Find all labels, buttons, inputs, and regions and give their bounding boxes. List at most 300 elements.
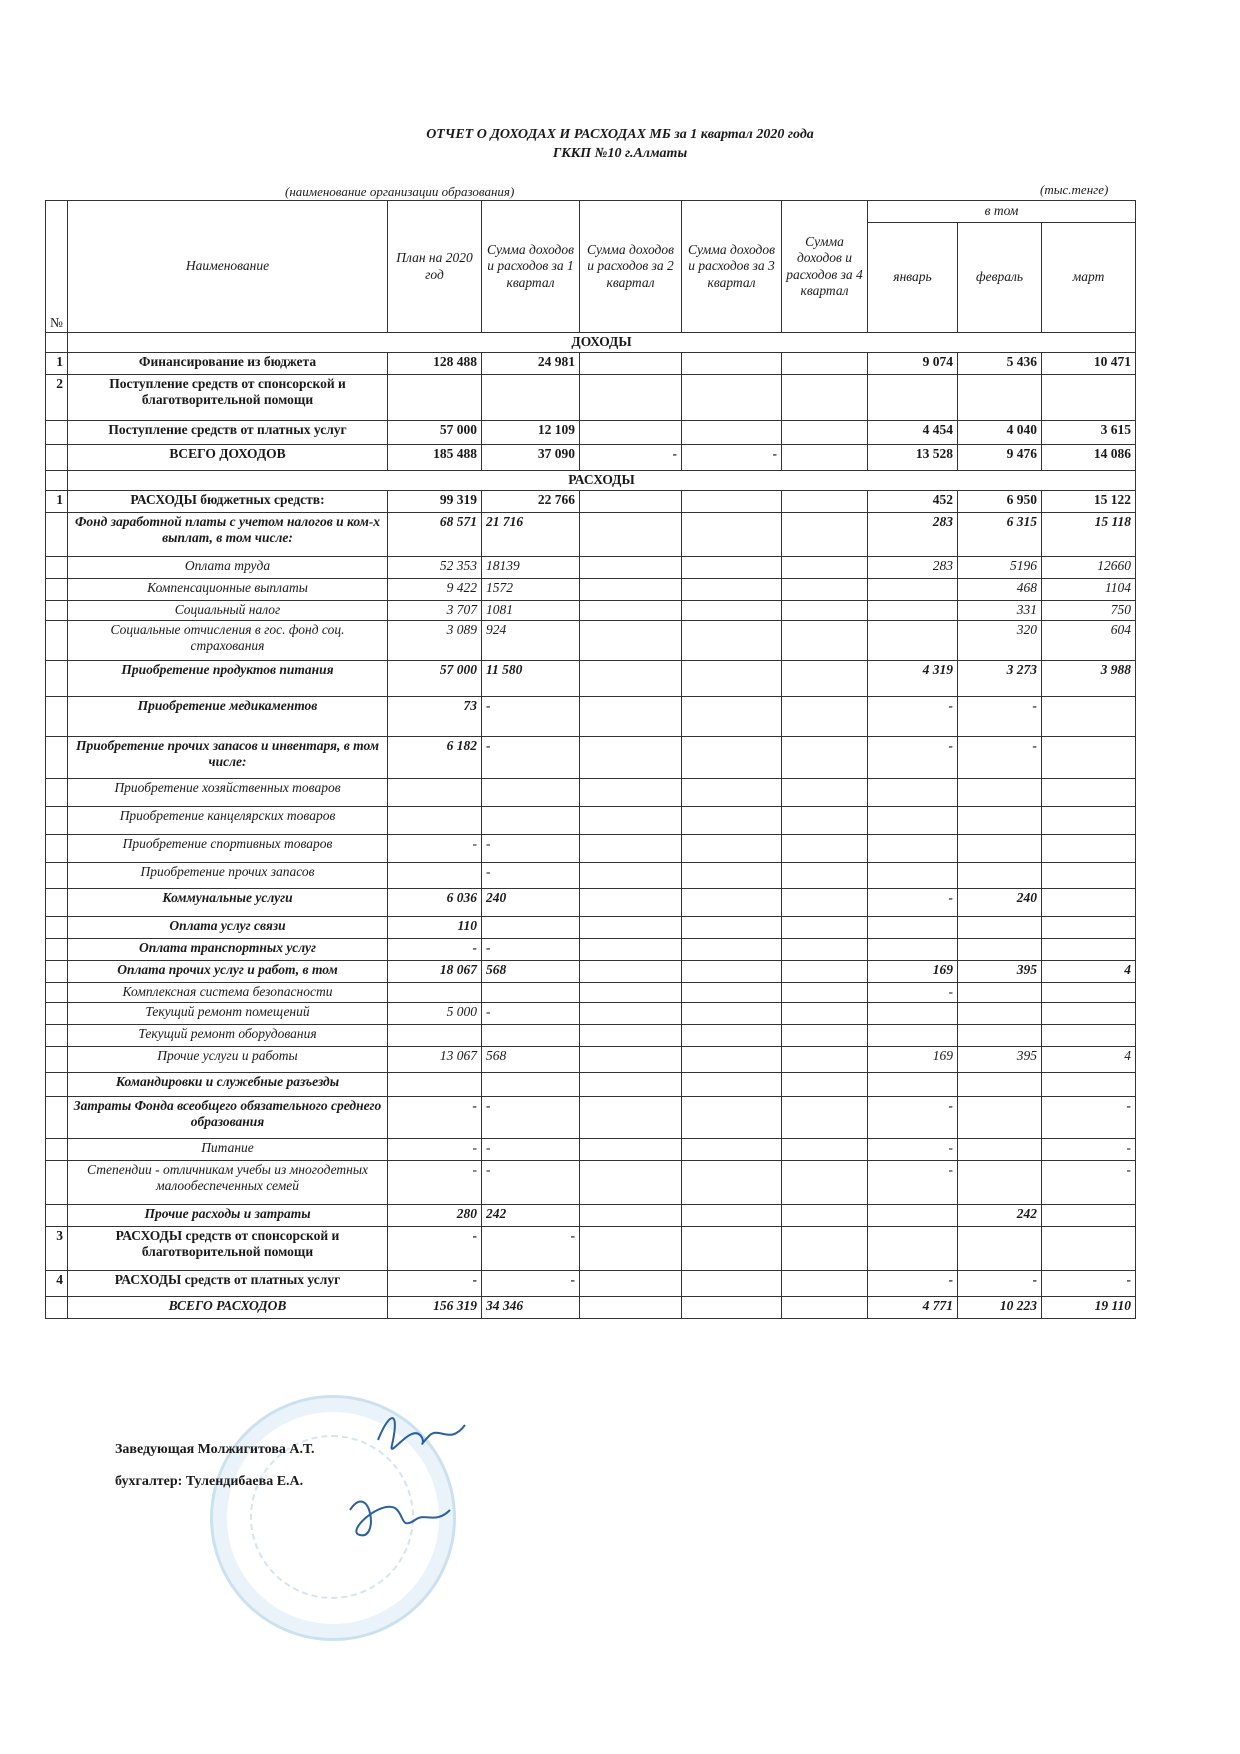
cell-q1: - <box>482 939 580 961</box>
cell-plan: - <box>388 1139 482 1161</box>
cell-jan: - <box>868 1271 958 1297</box>
cell-jan <box>868 375 958 421</box>
section-num-cell <box>46 471 68 491</box>
cell-plan: - <box>388 1271 482 1297</box>
cell-jan <box>868 579 958 601</box>
table-row <box>46 353 1136 375</box>
cell-q3 <box>682 1161 782 1205</box>
cell-feb: - <box>958 1271 1042 1297</box>
report-title: ОТЧЕТ О ДОХОДАХ И РАСХОДАХ МБ за 1 квартал 2020 года <box>426 127 814 142</box>
cell-num <box>46 779 68 807</box>
cell-mar <box>1042 983 1136 1003</box>
cell-name: Приобретение прочих запасов <box>68 863 388 889</box>
cell-q1: 1081 <box>482 601 580 621</box>
cell-name: Социальный налог <box>68 601 388 621</box>
cell-plan: 3 089 <box>388 621 482 661</box>
cell-plan: 128 488 <box>388 353 482 375</box>
cell-plan: - <box>388 1097 482 1139</box>
table-row <box>46 737 1136 779</box>
cell-num <box>46 445 68 471</box>
cell-q1 <box>482 917 580 939</box>
cell-feb <box>958 1025 1042 1047</box>
cell-num <box>46 1047 68 1073</box>
cell-q1: - <box>482 737 580 779</box>
cell-num <box>46 1205 68 1227</box>
cell-feb: 6 950 <box>958 491 1042 513</box>
col-mar: март <box>1042 223 1136 333</box>
cell-jan: 169 <box>868 1047 958 1073</box>
cell-num <box>46 1139 68 1161</box>
cell-q4 <box>782 983 868 1003</box>
cell-q2 <box>580 1139 682 1161</box>
cell-q3 <box>682 1271 782 1297</box>
section-title: РАСХОДЫ <box>68 471 1136 491</box>
cell-q3: - <box>682 445 782 471</box>
cell-q4 <box>782 557 868 579</box>
cell-q2 <box>580 697 682 737</box>
cell-num <box>46 1297 68 1319</box>
cell-q4 <box>782 621 868 661</box>
cell-num: 4 <box>46 1271 68 1297</box>
cell-jan <box>868 1025 958 1047</box>
cell-jan <box>868 1073 958 1097</box>
cell-feb <box>958 1139 1042 1161</box>
cell-q3 <box>682 513 782 557</box>
cell-name: Оплата транспортных услуг <box>68 939 388 961</box>
cell-mar <box>1042 917 1136 939</box>
accountant-signature-line: бухгалтер: Тулендибаева Е.А. <box>115 1474 304 1489</box>
cell-q1: 11 580 <box>482 661 580 697</box>
cell-name: Степендии - отличникам учебы из многодетных малообеспеченных семей <box>68 1161 388 1205</box>
cell-plan: 73 <box>388 697 482 737</box>
col-num: № <box>46 201 68 333</box>
table-row <box>46 601 1136 621</box>
table-row <box>46 661 1136 697</box>
cell-q4 <box>782 807 868 835</box>
table-row <box>46 491 1136 513</box>
cell-num <box>46 737 68 779</box>
cell-q4 <box>782 1097 868 1139</box>
table-row <box>46 697 1136 737</box>
table-row <box>46 1227 1136 1271</box>
cell-jan <box>868 835 958 863</box>
cell-jan <box>868 779 958 807</box>
cell-feb <box>958 939 1042 961</box>
cell-q2 <box>580 1271 682 1297</box>
cell-mar: 750 <box>1042 601 1136 621</box>
col-q4: Сумма доходов и расходов за 4 квартал <box>782 201 868 333</box>
table-row <box>46 1003 1136 1025</box>
cell-q2 <box>580 579 682 601</box>
cell-q4 <box>782 491 868 513</box>
cell-jan <box>868 621 958 661</box>
cell-q3 <box>682 961 782 983</box>
cell-name: РАСХОДЫ средств от спонсорской и благотворительной помощи <box>68 1227 388 1271</box>
cell-mar <box>1042 1073 1136 1097</box>
cell-jan <box>868 917 958 939</box>
cell-q1: - <box>482 1003 580 1025</box>
cell-name: Фонд заработной платы с учетом налогов и ком-х выплат, в том числе: <box>68 513 388 557</box>
cell-q1: 18139 <box>482 557 580 579</box>
cell-q4 <box>782 1227 868 1271</box>
cell-q4 <box>782 579 868 601</box>
cell-q3 <box>682 421 782 445</box>
cell-plan: 156 319 <box>388 1297 482 1319</box>
cell-plan: 9 422 <box>388 579 482 601</box>
cell-mar: 3 988 <box>1042 661 1136 697</box>
cell-mar: 14 086 <box>1042 445 1136 471</box>
organization-name: ГККП №10 г.Алматы <box>552 146 688 161</box>
cell-name: Текущий ремонт оборудования <box>68 1025 388 1047</box>
cell-q3 <box>682 779 782 807</box>
col-q3: Сумма доходов и расходов за 3 квартал <box>682 201 782 333</box>
cell-name: Командировки и служебные разъезды <box>68 1073 388 1097</box>
cell-q2: - <box>580 445 682 471</box>
table-row <box>46 445 1136 471</box>
cell-q4 <box>782 1047 868 1073</box>
col-q2: Сумма доходов и расходов за 2 квартал <box>580 201 682 333</box>
cell-mar: - <box>1042 1139 1136 1161</box>
cell-name: Приобретение канцелярских товаров <box>68 807 388 835</box>
cell-q1: 37 090 <box>482 445 580 471</box>
cell-mar: 19 110 <box>1042 1297 1136 1319</box>
cell-q1 <box>482 807 580 835</box>
cell-feb: - <box>958 737 1042 779</box>
cell-jan: - <box>868 737 958 779</box>
cell-jan: 4 771 <box>868 1297 958 1319</box>
cell-q1: - <box>482 1161 580 1205</box>
cell-feb: 240 <box>958 889 1042 917</box>
col-feb: февраль <box>958 223 1042 333</box>
cell-plan <box>388 1025 482 1047</box>
cell-num <box>46 421 68 445</box>
cell-name: Поступление средств от спонсорской и благотворительной помощи <box>68 375 388 421</box>
cell-mar <box>1042 807 1136 835</box>
cell-plan: 185 488 <box>388 445 482 471</box>
cell-q1: - <box>482 1271 580 1297</box>
cell-mar: 4 <box>1042 961 1136 983</box>
cell-feb <box>958 835 1042 863</box>
cell-q4 <box>782 737 868 779</box>
table-row <box>46 1271 1136 1297</box>
cell-feb <box>958 1097 1042 1139</box>
cell-num <box>46 661 68 697</box>
cell-q4 <box>782 1297 868 1319</box>
cell-q2 <box>580 917 682 939</box>
head-signature-line: Заведующая Молжигитова А.Т. <box>115 1442 315 1457</box>
cell-plan <box>388 375 482 421</box>
cell-plan: - <box>388 1161 482 1205</box>
cell-q2 <box>580 863 682 889</box>
cell-feb <box>958 1003 1042 1025</box>
cell-plan: 13 067 <box>388 1047 482 1073</box>
cell-q1: - <box>482 1139 580 1161</box>
section-title: ДОХОДЫ <box>68 333 1136 353</box>
cell-feb <box>958 1161 1042 1205</box>
col-name: Наименование <box>68 201 388 333</box>
cell-jan <box>868 601 958 621</box>
cell-mar: 3 615 <box>1042 421 1136 445</box>
cell-q1: - <box>482 863 580 889</box>
signature-accountant <box>340 1480 460 1560</box>
cell-name: Поступление средств от платных услуг <box>68 421 388 445</box>
cell-q4 <box>782 1139 868 1161</box>
cell-q2 <box>580 737 682 779</box>
cell-feb <box>958 1227 1042 1271</box>
cell-q1: - <box>482 835 580 863</box>
cell-plan: 6 182 <box>388 737 482 779</box>
col-jan: январь <box>868 223 958 333</box>
cell-plan: - <box>388 835 482 863</box>
cell-plan: - <box>388 939 482 961</box>
cell-q3 <box>682 917 782 939</box>
table-row <box>46 1025 1136 1047</box>
cell-q3 <box>682 353 782 375</box>
cell-jan: - <box>868 889 958 917</box>
cell-name: Социальные отчисления в гос. фонд соц. страхования <box>68 621 388 661</box>
cell-q4 <box>782 939 868 961</box>
cell-jan <box>868 807 958 835</box>
cell-q4 <box>782 697 868 737</box>
cell-jan: 452 <box>868 491 958 513</box>
table-row <box>46 939 1136 961</box>
cell-q3 <box>682 1073 782 1097</box>
cell-q1: 12 109 <box>482 421 580 445</box>
cell-q3 <box>682 835 782 863</box>
cell-plan: - <box>388 1227 482 1271</box>
cell-mar <box>1042 375 1136 421</box>
cell-jan: 9 074 <box>868 353 958 375</box>
cell-q3 <box>682 1047 782 1073</box>
cell-q3 <box>682 1139 782 1161</box>
cell-q3 <box>682 1097 782 1139</box>
cell-q2 <box>580 491 682 513</box>
cell-q2 <box>580 779 682 807</box>
cell-plan: 3 707 <box>388 601 482 621</box>
cell-feb <box>958 863 1042 889</box>
cell-q3 <box>682 601 782 621</box>
cell-name: Приобретение продуктов питания <box>68 661 388 697</box>
cell-feb: - <box>958 697 1042 737</box>
cell-feb: 4 040 <box>958 421 1042 445</box>
cell-mar: - <box>1042 1161 1136 1205</box>
cell-num <box>46 983 68 1003</box>
cell-q1 <box>482 983 580 1003</box>
cell-name: Коммунальные услуги <box>68 889 388 917</box>
table-row <box>46 1097 1136 1139</box>
cell-q1: 242 <box>482 1205 580 1227</box>
table-row <box>46 917 1136 939</box>
cell-feb <box>958 1073 1042 1097</box>
cell-q2 <box>580 661 682 697</box>
cell-q2 <box>580 983 682 1003</box>
cell-q4 <box>782 661 868 697</box>
cell-q2 <box>580 557 682 579</box>
cell-num <box>46 601 68 621</box>
cell-q3 <box>682 375 782 421</box>
cell-mar <box>1042 939 1136 961</box>
cell-mar: 604 <box>1042 621 1136 661</box>
cell-num <box>46 1161 68 1205</box>
cell-mar: 15 118 <box>1042 513 1136 557</box>
col-plan: План на 2020 год <box>388 201 482 333</box>
cell-q1 <box>482 375 580 421</box>
cell-q1: 34 346 <box>482 1297 580 1319</box>
cell-num <box>46 939 68 961</box>
cell-feb: 331 <box>958 601 1042 621</box>
cell-plan: 57 000 <box>388 421 482 445</box>
table-row <box>46 621 1136 661</box>
cell-q3 <box>682 863 782 889</box>
cell-num: 2 <box>46 375 68 421</box>
cell-mar <box>1042 1205 1136 1227</box>
cell-q2 <box>580 421 682 445</box>
cell-feb: 242 <box>958 1205 1042 1227</box>
cell-q2 <box>580 1073 682 1097</box>
cell-feb: 5 436 <box>958 353 1042 375</box>
table-row <box>46 961 1136 983</box>
cell-feb: 10 223 <box>958 1297 1042 1319</box>
cell-q3 <box>682 1025 782 1047</box>
table-row <box>46 1161 1136 1205</box>
cell-q2 <box>580 939 682 961</box>
cell-plan: 99 319 <box>388 491 482 513</box>
cell-feb: 395 <box>958 961 1042 983</box>
cell-q3 <box>682 661 782 697</box>
cell-name: Приобретение прочих запасов и инвентаря, в том числе: <box>68 737 388 779</box>
cell-q4 <box>782 1073 868 1097</box>
cell-q3 <box>682 557 782 579</box>
cell-q2 <box>580 1161 682 1205</box>
cell-mar <box>1042 863 1136 889</box>
cell-name: Приобретение спортивных товаров <box>68 835 388 863</box>
cell-name: Комплексная система безопасности <box>68 983 388 1003</box>
cell-q2 <box>580 1025 682 1047</box>
table-row <box>46 835 1136 863</box>
cell-q1: 240 <box>482 889 580 917</box>
cell-q4 <box>782 961 868 983</box>
cell-feb <box>958 983 1042 1003</box>
cell-mar <box>1042 779 1136 807</box>
cell-q1: - <box>482 1097 580 1139</box>
cell-name: Питание <box>68 1139 388 1161</box>
cell-q4 <box>782 917 868 939</box>
cell-q4 <box>782 445 868 471</box>
cell-plan <box>388 1073 482 1097</box>
cell-mar <box>1042 697 1136 737</box>
col-q1: Сумма доходов и расходов за 1 квартал <box>482 201 580 333</box>
cell-plan: 5 000 <box>388 1003 482 1025</box>
units-label: (тыс.тенге) <box>1040 182 1109 197</box>
cell-q3 <box>682 983 782 1003</box>
cell-q1: 24 981 <box>482 353 580 375</box>
cell-q3 <box>682 807 782 835</box>
cell-q3 <box>682 939 782 961</box>
cell-q4 <box>782 601 868 621</box>
col-v-tom: в том <box>868 201 1136 223</box>
cell-plan: 57 000 <box>388 661 482 697</box>
cell-name: ВСЕГО РАСХОДОВ <box>68 1297 388 1319</box>
cell-q4 <box>782 1025 868 1047</box>
table-row <box>46 1205 1136 1227</box>
cell-feb <box>958 807 1042 835</box>
cell-jan: - <box>868 983 958 1003</box>
cell-name: Финансирование из бюджета <box>68 353 388 375</box>
table-row <box>46 863 1136 889</box>
cell-q2 <box>580 961 682 983</box>
cell-num <box>46 697 68 737</box>
cell-jan: - <box>868 1161 958 1205</box>
cell-q3 <box>682 1205 782 1227</box>
cell-q3 <box>682 621 782 661</box>
table-row <box>46 513 1136 557</box>
cell-name: Оплата прочих услуг и работ, в том <box>68 961 388 983</box>
cell-q1: - <box>482 1227 580 1271</box>
cell-num: 1 <box>46 491 68 513</box>
cell-q4 <box>782 1205 868 1227</box>
cell-q1: 22 766 <box>482 491 580 513</box>
cell-name: РАСХОДЫ бюджетных средств: <box>68 491 388 513</box>
cell-q1: 568 <box>482 961 580 983</box>
cell-plan: 280 <box>388 1205 482 1227</box>
table-row <box>46 1297 1136 1319</box>
cell-q4 <box>782 421 868 445</box>
report-table <box>45 200 1136 1319</box>
cell-mar <box>1042 889 1136 917</box>
cell-q2 <box>580 601 682 621</box>
cell-q2 <box>580 513 682 557</box>
cell-num <box>46 621 68 661</box>
cell-q2 <box>580 835 682 863</box>
cell-jan: - <box>868 697 958 737</box>
cell-jan <box>868 1205 958 1227</box>
section-num-cell <box>46 333 68 353</box>
cell-q3 <box>682 697 782 737</box>
cell-mar: 10 471 <box>1042 353 1136 375</box>
cell-mar: - <box>1042 1097 1136 1139</box>
cell-feb <box>958 375 1042 421</box>
cell-mar <box>1042 1003 1136 1025</box>
cell-plan <box>388 863 482 889</box>
cell-mar <box>1042 737 1136 779</box>
cell-plan: 6 036 <box>388 889 482 917</box>
cell-feb: 395 <box>958 1047 1042 1073</box>
cell-jan: 283 <box>868 513 958 557</box>
cell-q3 <box>682 737 782 779</box>
table-row <box>46 1047 1136 1073</box>
cell-q1: 21 716 <box>482 513 580 557</box>
cell-num: 1 <box>46 353 68 375</box>
cell-q4 <box>782 863 868 889</box>
cell-plan <box>388 807 482 835</box>
cell-num <box>46 1097 68 1139</box>
cell-jan <box>868 863 958 889</box>
cell-q2 <box>580 1097 682 1139</box>
cell-plan: 18 067 <box>388 961 482 983</box>
cell-mar <box>1042 835 1136 863</box>
cell-num <box>46 1025 68 1047</box>
cell-mar <box>1042 1227 1136 1271</box>
cell-q3 <box>682 579 782 601</box>
cell-q3 <box>682 1297 782 1319</box>
cell-q3 <box>682 1003 782 1025</box>
cell-jan <box>868 1227 958 1271</box>
cell-jan: 169 <box>868 961 958 983</box>
cell-q2 <box>580 1297 682 1319</box>
cell-feb: 320 <box>958 621 1042 661</box>
cell-name: Затраты Фонда всеобщего обязательного среднего образования <box>68 1097 388 1139</box>
cell-q2 <box>580 1047 682 1073</box>
